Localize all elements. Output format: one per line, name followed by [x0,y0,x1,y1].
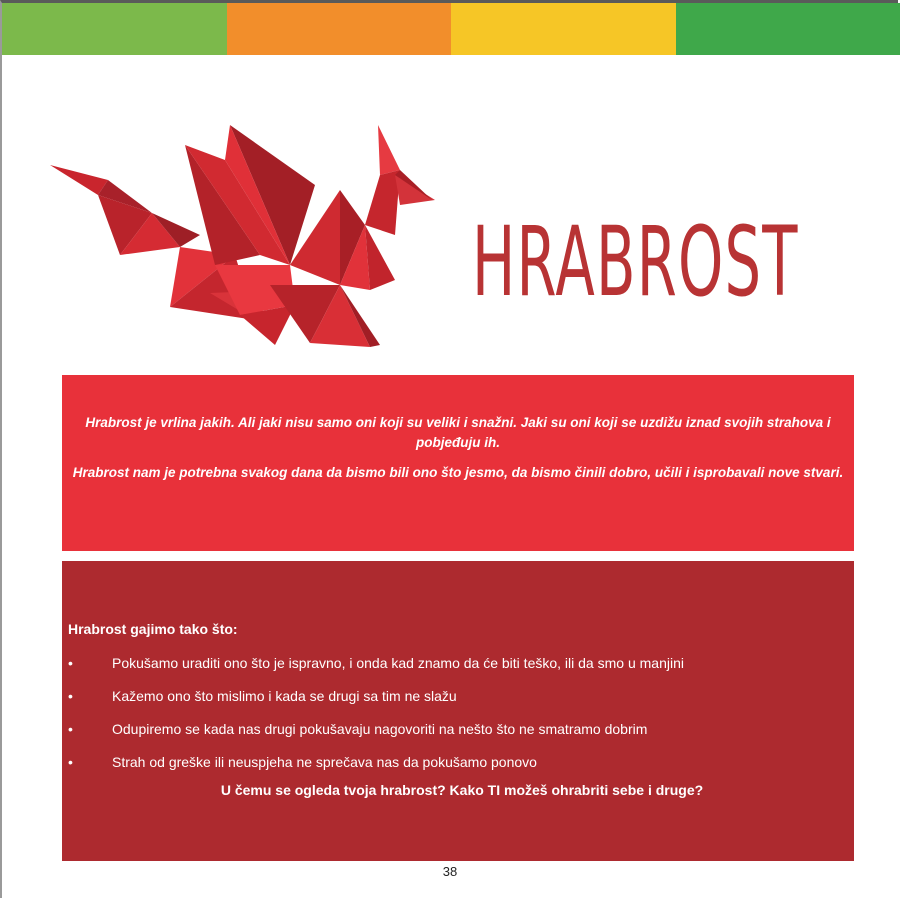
bullet: • [68,721,73,737]
list-item [68,713,844,746]
list-item [68,746,844,779]
list-item-text: Kažemo ono što mislimo i kada se drugi sa tim ne slažu [112,688,457,704]
bullet: • [68,655,73,671]
grow-list [68,647,844,779]
intro-paragraph: Hrabrost je vrlina jakih. Ali jaki nisu samo oni koji su veliki i snažni. Jaki su oni koji se uzdižu iznad svojih strahova i pobjeđuju ih. [85,415,831,450]
color-bar-green [2,3,227,55]
origami-dragon-icon [40,115,440,360]
grow-heading: Hrabrost gajimo tako što: [68,621,238,637]
list-item [68,680,844,713]
page-title: HRABROST [472,206,799,318]
list-item [68,647,844,680]
list-item-text: Pokušamo uraditi ono što je ispravno, i onda kad znamo da će biti teško, ili da smo u manjini [112,655,684,671]
intro-box [62,375,854,551]
list-item-text: Strah od greške ili neuspjeha ne sprečava nas da pokušamo ponovo [112,754,537,770]
bullet: • [68,754,73,770]
color-bar-orange [227,3,452,55]
grow-box [62,561,854,861]
page-number: 38 [442,864,458,879]
grow-question: U čemu se ogleda tvoja hrabrost? Kako TI možeš ohrabriti sebe i druge? [220,782,704,798]
list-item-text: Odupiremo se kada nas drugi pokušavaju nagovoriti na nešto što ne smatramo dobrim [112,721,648,737]
color-bar-dark-green [676,3,900,55]
header-color-bar [2,3,900,55]
intro-paragraph: Hrabrost nam je potrebna svakog dana da bismo bili ono što jesmo, da bismo činili dobro, učili i isprobavali nove stvari. [72,465,844,480]
color-bar-yellow [451,3,676,55]
bullet: • [68,688,73,704]
